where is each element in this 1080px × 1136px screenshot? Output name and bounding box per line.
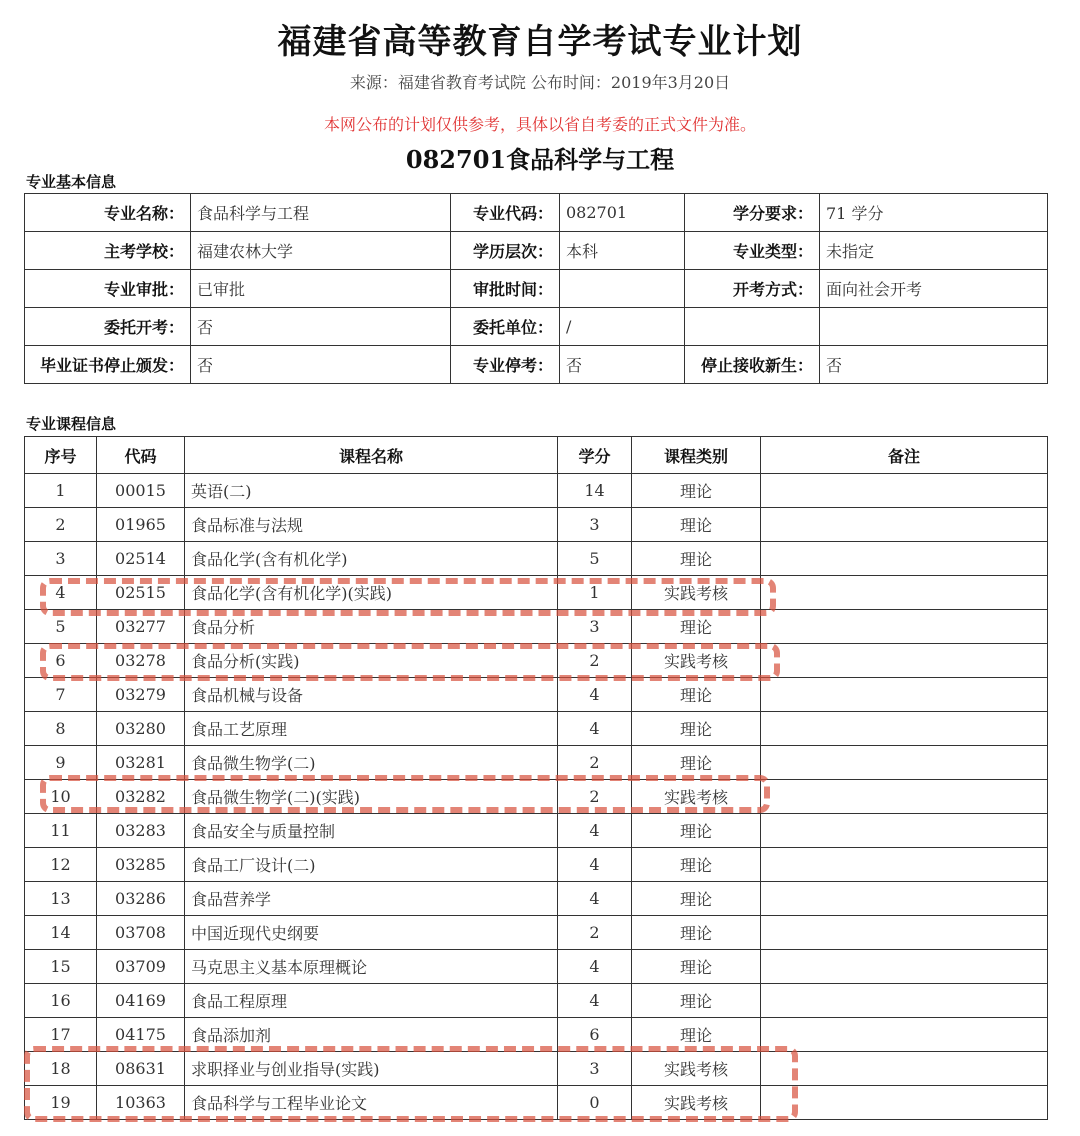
course-code: 03285: [97, 848, 185, 882]
info-value: 福建农林大学: [191, 232, 451, 270]
info-value: 082701: [560, 194, 685, 232]
course-type: 实践考核: [632, 576, 761, 610]
course-info-label: 专业课程信息: [26, 415, 117, 433]
course-name: 求职择业与创业指导(实践): [185, 1052, 558, 1086]
course-name: 食品工厂设计(二): [185, 848, 558, 882]
course-code: 03708: [97, 916, 185, 950]
course-code: 00015: [97, 474, 185, 508]
course-type: 理论: [632, 610, 761, 644]
course-name: 食品微生物学(二)(实践): [185, 780, 558, 814]
header-name: 课程名称: [185, 437, 558, 474]
info-value: 否: [191, 346, 451, 384]
course-remark: [761, 916, 1048, 950]
course-code: 03281: [97, 746, 185, 780]
header-type: 课程类别: [632, 437, 761, 474]
course-type: 理论: [632, 916, 761, 950]
course-credit: 0: [558, 1086, 632, 1120]
course-row: [25, 678, 1048, 712]
course-no: 18: [25, 1052, 97, 1086]
course-remark: [761, 882, 1048, 916]
course-remark: [761, 610, 1048, 644]
course-row: [25, 474, 1048, 508]
course-credit: 2: [558, 746, 632, 780]
info-label: 委托开考：: [25, 308, 191, 346]
info-label: 毕业证书停止颁发：: [25, 346, 191, 384]
course-code: 04169: [97, 984, 185, 1018]
course-name: 食品分析(实践): [185, 644, 558, 678]
course-code: 03286: [97, 882, 185, 916]
course-credit: 4: [558, 950, 632, 984]
course-row: [25, 1052, 1048, 1086]
course-code: 03283: [97, 814, 185, 848]
course-remark: [761, 542, 1048, 576]
course-no: 17: [25, 1018, 97, 1052]
header-remark: 备注: [761, 437, 1048, 474]
course-remark: [761, 644, 1048, 678]
basic-info-table: [24, 193, 1048, 384]
course-type: 理论: [632, 712, 761, 746]
course-remark: [761, 848, 1048, 882]
course-name: 食品化学(含有机化学)(实践): [185, 576, 558, 610]
info-label: 专业代码：: [451, 194, 560, 232]
course-row: [25, 712, 1048, 746]
course-type: 实践考核: [632, 780, 761, 814]
course-remark: [761, 1052, 1048, 1086]
course-row: [25, 1018, 1048, 1052]
info-value: 本科: [560, 232, 685, 270]
course-row: [25, 848, 1048, 882]
course-row: [25, 610, 1048, 644]
course-remark: [761, 780, 1048, 814]
course-name: 食品机械与设备: [185, 678, 558, 712]
course-type: 实践考核: [632, 1086, 761, 1120]
info-label: 开考方式：: [685, 270, 820, 308]
course-code: 01965: [97, 508, 185, 542]
course-name: 食品微生物学(二): [185, 746, 558, 780]
course-credit: 3: [558, 1052, 632, 1086]
info-label: 委托单位：: [451, 308, 560, 346]
course-row: [25, 916, 1048, 950]
course-no: 2: [25, 508, 97, 542]
course-remark: [761, 576, 1048, 610]
course-type: 理论: [632, 848, 761, 882]
course-remark: [761, 678, 1048, 712]
course-no: 9: [25, 746, 97, 780]
course-credit: 2: [558, 916, 632, 950]
course-no: 4: [25, 576, 97, 610]
course-type: 理论: [632, 474, 761, 508]
course-no: 11: [25, 814, 97, 848]
course-credit: 4: [558, 678, 632, 712]
course-row: [25, 542, 1048, 576]
course-table: [24, 436, 1048, 1120]
header-credit: 学分: [558, 437, 632, 474]
course-credit: 4: [558, 712, 632, 746]
info-label: 专业名称：: [25, 194, 191, 232]
course-remark: [761, 814, 1048, 848]
course-credit: 3: [558, 508, 632, 542]
header-code: 代码: [97, 437, 185, 474]
course-type: 理论: [632, 678, 761, 712]
disclaimer-notice: 本网公布的计划仅供参考，具体以省自考委的正式文件为准。: [323, 115, 756, 134]
course-no: 16: [25, 984, 97, 1018]
info-row: [25, 194, 1048, 232]
info-value: 71 学分: [820, 194, 1048, 232]
major-heading: 082701食品科学与工程: [405, 145, 675, 174]
course-name: 食品标准与法规: [185, 508, 558, 542]
course-no: 3: [25, 542, 97, 576]
info-value: 否: [191, 308, 451, 346]
course-row: [25, 508, 1048, 542]
info-value: [560, 270, 685, 308]
course-name: 马克思主义基本原理概论: [185, 950, 558, 984]
course-code: 03277: [97, 610, 185, 644]
course-type: 理论: [632, 950, 761, 984]
header-no: 序号: [25, 437, 97, 474]
course-name: 食品化学(含有机化学): [185, 542, 558, 576]
info-value: 未指定: [820, 232, 1048, 270]
info-label: 学分要求：: [685, 194, 820, 232]
course-name: 英语(二): [185, 474, 558, 508]
course-name: 食品添加剂: [185, 1018, 558, 1052]
info-value: 已审批: [191, 270, 451, 308]
course-credit: 3: [558, 610, 632, 644]
course-name: 食品安全与质量控制: [185, 814, 558, 848]
course-no: 19: [25, 1086, 97, 1120]
info-label: [685, 308, 820, 346]
course-name: 食品工艺原理: [185, 712, 558, 746]
course-credit: 2: [558, 644, 632, 678]
course-no: 5: [25, 610, 97, 644]
course-no: 13: [25, 882, 97, 916]
page-title: 福建省高等教育自学考试专业计划: [277, 22, 803, 62]
course-code: 03709: [97, 950, 185, 984]
course-name: 食品分析: [185, 610, 558, 644]
course-row: [25, 644, 1048, 678]
course-credit: 1: [558, 576, 632, 610]
course-no: 10: [25, 780, 97, 814]
course-type: 理论: [632, 746, 761, 780]
course-no: 8: [25, 712, 97, 746]
course-type: 理论: [632, 508, 761, 542]
course-code: 10363: [97, 1086, 185, 1120]
info-label: 停止接收新生：: [685, 346, 820, 384]
course-name: 食品营养学: [185, 882, 558, 916]
course-code: 02514: [97, 542, 185, 576]
course-remark: [761, 1086, 1048, 1120]
course-name: 中国近现代史纲要: [185, 916, 558, 950]
course-code: 03282: [97, 780, 185, 814]
course-no: 12: [25, 848, 97, 882]
course-type: 理论: [632, 542, 761, 576]
course-credit: 14: [558, 474, 632, 508]
course-type: 理论: [632, 1018, 761, 1052]
course-name: 食品工程原理: [185, 984, 558, 1018]
course-header-row: [25, 437, 1048, 474]
course-code: 04175: [97, 1018, 185, 1052]
course-credit: 5: [558, 542, 632, 576]
course-remark: [761, 712, 1048, 746]
course-type: 理论: [632, 882, 761, 916]
course-row: [25, 950, 1048, 984]
info-label: 学历层次：: [451, 232, 560, 270]
course-credit: 4: [558, 848, 632, 882]
info-value: [820, 308, 1048, 346]
info-label: 专业审批：: [25, 270, 191, 308]
course-code: 02515: [97, 576, 185, 610]
course-credit: 2: [558, 780, 632, 814]
info-label: 专业类型：: [685, 232, 820, 270]
info-label: 专业停考：: [451, 346, 560, 384]
course-row: [25, 814, 1048, 848]
info-row: [25, 346, 1048, 384]
course-code: 03278: [97, 644, 185, 678]
course-credit: 4: [558, 984, 632, 1018]
info-row: [25, 270, 1048, 308]
course-code: 03279: [97, 678, 185, 712]
course-row: [25, 576, 1048, 610]
course-remark: [761, 950, 1048, 984]
course-type: 理论: [632, 984, 761, 1018]
basic-info-label: 专业基本信息: [26, 173, 117, 191]
info-row: [25, 232, 1048, 270]
course-row: [25, 780, 1048, 814]
course-row: [25, 882, 1048, 916]
course-remark: [761, 746, 1048, 780]
course-name: 食品科学与工程毕业论文: [185, 1086, 558, 1120]
source-line: 来源：福建省教育考试院 公布时间：2019年3月20日: [349, 73, 731, 92]
course-no: 1: [25, 474, 97, 508]
course-remark: [761, 474, 1048, 508]
course-code: 03280: [97, 712, 185, 746]
course-remark: [761, 984, 1048, 1018]
info-value: 否: [560, 346, 685, 384]
course-credit: 4: [558, 814, 632, 848]
course-remark: [761, 1018, 1048, 1052]
course-row: [25, 984, 1048, 1018]
course-code: 08631: [97, 1052, 185, 1086]
course-no: 7: [25, 678, 97, 712]
course-type: 实践考核: [632, 644, 761, 678]
course-row: [25, 746, 1048, 780]
course-remark: [761, 508, 1048, 542]
course-type: 实践考核: [632, 1052, 761, 1086]
course-no: 14: [25, 916, 97, 950]
info-label: 审批时间：: [451, 270, 560, 308]
course-credit: 6: [558, 1018, 632, 1052]
course-row: [25, 1086, 1048, 1120]
course-no: 6: [25, 644, 97, 678]
info-value: /: [560, 308, 685, 346]
course-credit: 4: [558, 882, 632, 916]
course-no: 15: [25, 950, 97, 984]
info-value: 食品科学与工程: [191, 194, 451, 232]
info-value: 面向社会开考: [820, 270, 1048, 308]
info-label: 主考学校：: [25, 232, 191, 270]
info-row: [25, 308, 1048, 346]
course-type: 理论: [632, 814, 761, 848]
info-value: 否: [820, 346, 1048, 384]
